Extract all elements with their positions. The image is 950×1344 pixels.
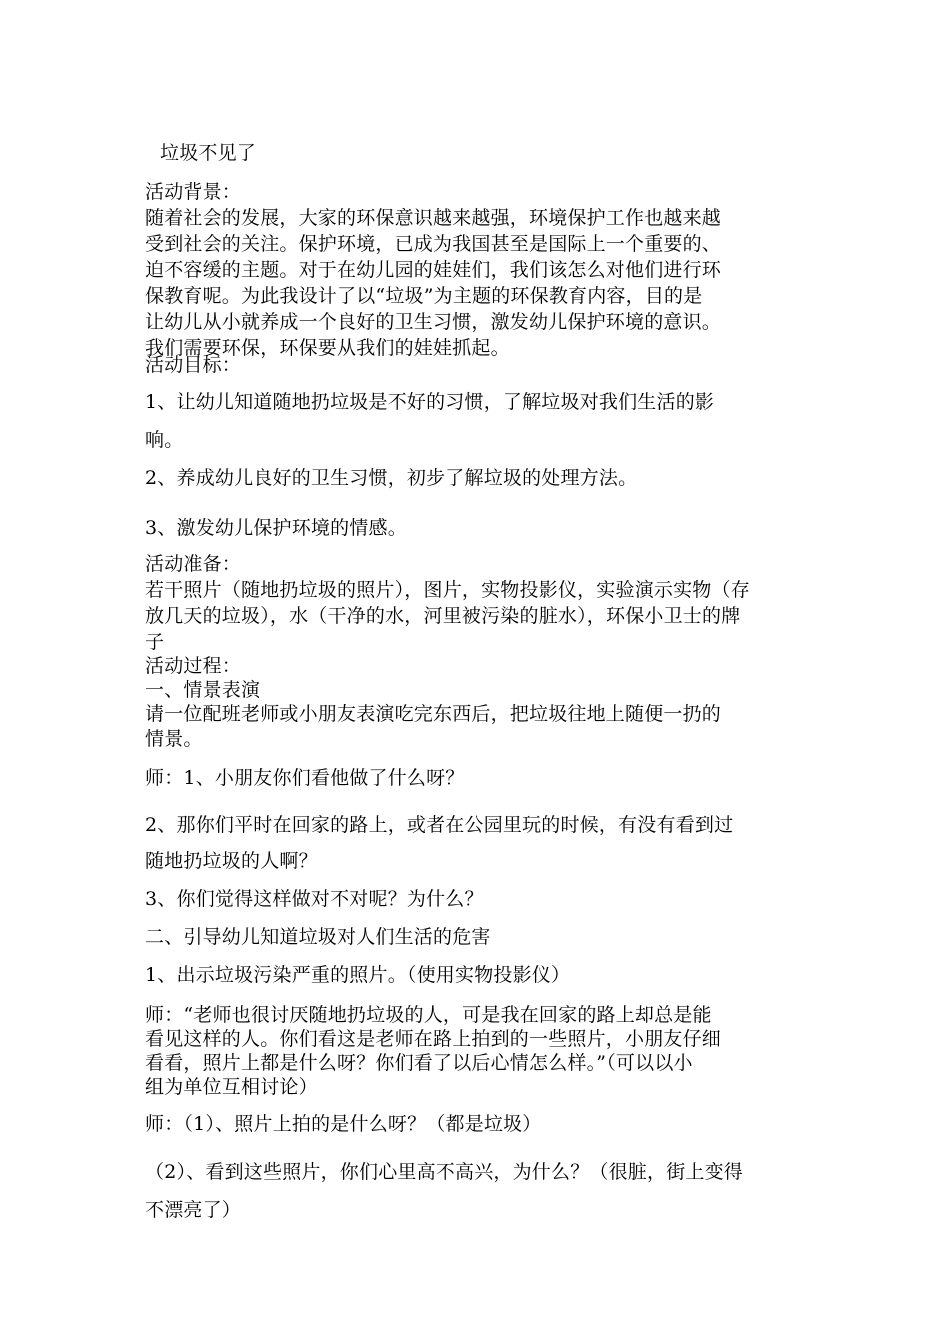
section-heading-background: 活动背景： — [145, 181, 242, 203]
teacher-question-photo-2-continued: 不漂亮了） — [145, 1199, 242, 1221]
paragraph-line: 放几天的垃圾），水（干净的水，河里被污染的脏水），环保小卫士的牌 — [145, 605, 741, 627]
paragraph-line: 请一位配班老师或小朋友表演吃完东西后，把垃圾往地上随便一扔的 — [145, 703, 722, 725]
teacher-question-photo-2: （2）、看到这些照片，你们心里高不高兴，为什么？（很脏，街上变得 — [145, 1161, 743, 1183]
goal-item-1: 1、让幼儿知道随地扔垃圾是不好的习惯，了解垃圾对我们生活的影 — [145, 391, 715, 413]
paragraph-line: 迫不容缓的主题。对于在幼儿园的娃娃们，我们该怎么对他们进行环 — [145, 259, 722, 281]
step-item-1: 1、出示垃圾污染严重的照片。（使用实物投影仪） — [145, 964, 571, 986]
paragraph-line: 子 — [145, 631, 165, 653]
section-heading-goals: 活动目标： — [145, 354, 242, 376]
paragraph-line: 保教育呢。为此我设计了以“垃圾”为主题的环保教育内容，目的是 — [145, 285, 703, 307]
subsection-heading-1: 一、情景表演 — [145, 679, 261, 701]
paragraph-line: 若干照片（随地扔垃圾的照片），图片，实物投影仪，实验演示实物（存 — [145, 579, 750, 601]
section-heading-preparation: 活动准备： — [145, 553, 242, 575]
paragraph-line: 随着社会的发展，大家的环保意识越来越强，环境保护工作也越来越 — [145, 207, 722, 229]
paragraph-line: 让幼儿从小就养成一个良好的卫生习惯，激发幼儿保护环境的意识。 — [145, 311, 722, 333]
paragraph-line: 受到社会的关注。保护环境，已成为我国甚至是国际上一个重要的、 — [145, 233, 722, 255]
teacher-question-1: 师：1、小朋友你们看他做了什么呀？ — [145, 767, 465, 789]
paragraph-line: 师：“老师也很讨厌随地扔垃圾的人，可是我在回家的路上却总是能 — [145, 1004, 712, 1026]
subsection-heading-2: 二、引导幼儿知道垃圾对人们生活的危害 — [145, 926, 491, 948]
goal-item-2: 2、养成幼儿良好的卫生习惯，初步了解垃圾的处理方法。 — [145, 467, 638, 489]
paragraph-line: 组为单位互相讨论） — [145, 1076, 318, 1098]
goal-item-3: 3、激发幼儿保护环境的情感。 — [145, 517, 407, 539]
goal-item-1-continued: 响。 — [145, 429, 184, 451]
paragraph-line: 看看，照片上都是什么呀？你们看了以后心情怎么样。”（可以以小 — [145, 1052, 693, 1074]
teacher-question-2-continued: 随地扔垃圾的人啊？ — [145, 850, 318, 872]
paragraph-line: 看见这样的人。你们看这是老师在路上拍到的一些照片，小朋友仔细 — [145, 1028, 722, 1050]
paragraph-line: 我们需要环保，环保要从我们的娃娃抓起。 — [145, 337, 510, 359]
teacher-question-photo-1: 师：（1）、照片上拍的是什么呀？（都是垃圾） — [145, 1113, 542, 1135]
section-heading-process: 活动过程： — [145, 655, 242, 677]
paragraph-line: 情景。 — [145, 728, 203, 750]
document-title: 垃圾不见了 — [160, 142, 257, 164]
teacher-question-2: 2、那你们平时在回家的路上，或者在公园里玩的时候，有没有看到过 — [145, 814, 734, 836]
teacher-question-3: 3、你们觉得这样做对不对呢？为什么？ — [145, 888, 484, 910]
